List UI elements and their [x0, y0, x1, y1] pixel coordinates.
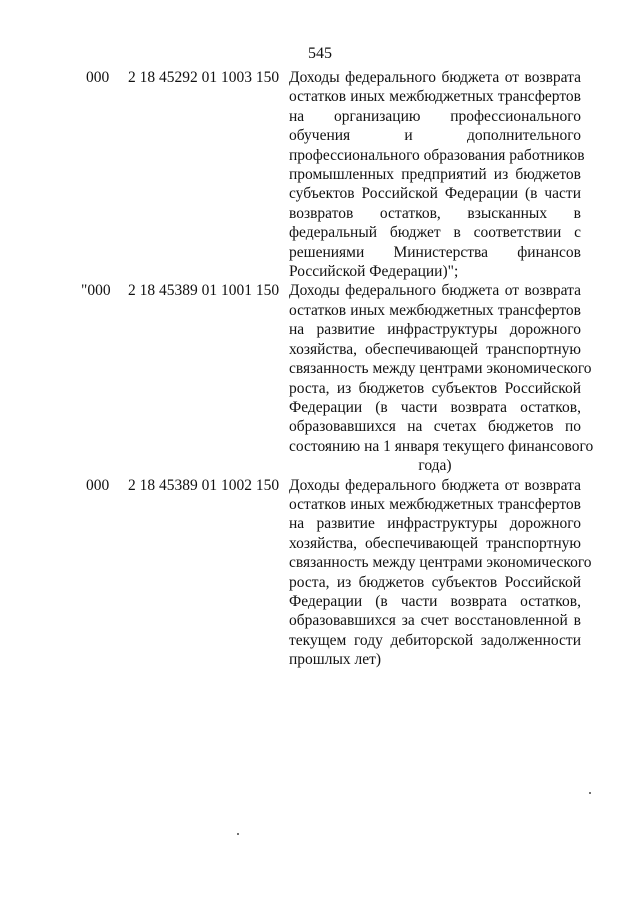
- income-description: [289, 68, 585, 281]
- description-line: субъектов Российской Федерации (в части: [289, 185, 581, 203]
- budget-classification-code: 2 18 45389 01 1002 150: [128, 476, 280, 494]
- description-line: роста, из бюджетов субъектов Российской: [289, 573, 581, 591]
- description-line: Федерации (в части возврата остатков,: [289, 592, 581, 610]
- budget-code-table: [0, 68, 640, 670]
- description-line: федеральный бюджет в соответствии с: [289, 224, 581, 242]
- description-line: хозяйства, обеспечивающей транспортную: [289, 534, 581, 552]
- page-number: 545: [308, 45, 332, 62]
- income-description: [289, 281, 594, 475]
- table-row: [0, 68, 640, 281]
- description-line: на организацию профессионального: [289, 107, 581, 125]
- description-line: связанность между центрами экономического: [289, 554, 592, 572]
- description-line: Доходы федерального бюджета от возврата: [289, 476, 581, 494]
- description-line: на развитие инфраструктуры дорожного: [289, 515, 581, 533]
- scan-speck: [237, 833, 239, 835]
- description-line: промышленных предприятий из бюджетов: [289, 166, 581, 184]
- description-line: остатков иных межбюджетных трансфертов: [289, 301, 581, 319]
- description-line: роста, из бюджетов субъектов Российской: [289, 379, 581, 397]
- description-line: на развитие инфраструктуры дорожного: [289, 321, 581, 339]
- description-line: текущем году дебиторской задолженности: [289, 631, 581, 649]
- description-line: решениями Министерства финансов: [289, 243, 581, 261]
- admin-code: "000: [81, 282, 111, 300]
- description-line: обучения и дополнительного: [289, 127, 581, 145]
- admin-code: 000: [86, 69, 110, 86]
- description-line: образовавшихся на счетах бюджетов по: [289, 418, 581, 436]
- table-row: [0, 476, 640, 670]
- description-line: Доходы федерального бюджета от возврата: [289, 69, 581, 86]
- description-line: прошлых лет): [289, 651, 382, 669]
- description-line: Федерации (в части возврата остатков,: [289, 398, 581, 416]
- admin-code: 000: [86, 476, 110, 494]
- description-line: связанность между центрами экономического: [289, 360, 592, 378]
- description-line: Доходы федерального бюджета от возврата: [289, 282, 581, 300]
- budget-classification-code: 2 18 45389 01 1001 150: [128, 282, 280, 300]
- description-line: хозяйства, обеспечивающей транспортную: [289, 340, 581, 358]
- table-row: [0, 281, 640, 475]
- description-line: профессионального образования работников: [289, 146, 585, 164]
- description-line: образовавшихся за счет восстановленной в: [289, 612, 581, 630]
- income-description: [289, 476, 592, 670]
- description-line: года): [418, 457, 452, 475]
- description-line: возвратов остатков, взысканных в: [289, 204, 581, 222]
- description-line: остатков иных межбюджетных трансфертов: [289, 495, 581, 513]
- description-line: состоянию на 1 января текущего финансового: [289, 437, 594, 455]
- budget-classification-code: 2 18 45292 01 1003 150: [128, 69, 280, 86]
- scan-speck: [589, 792, 591, 794]
- description-line: остатков иных межбюджетных трансфертов: [289, 88, 581, 106]
- description-line: Российской Федерации)";: [289, 263, 459, 281]
